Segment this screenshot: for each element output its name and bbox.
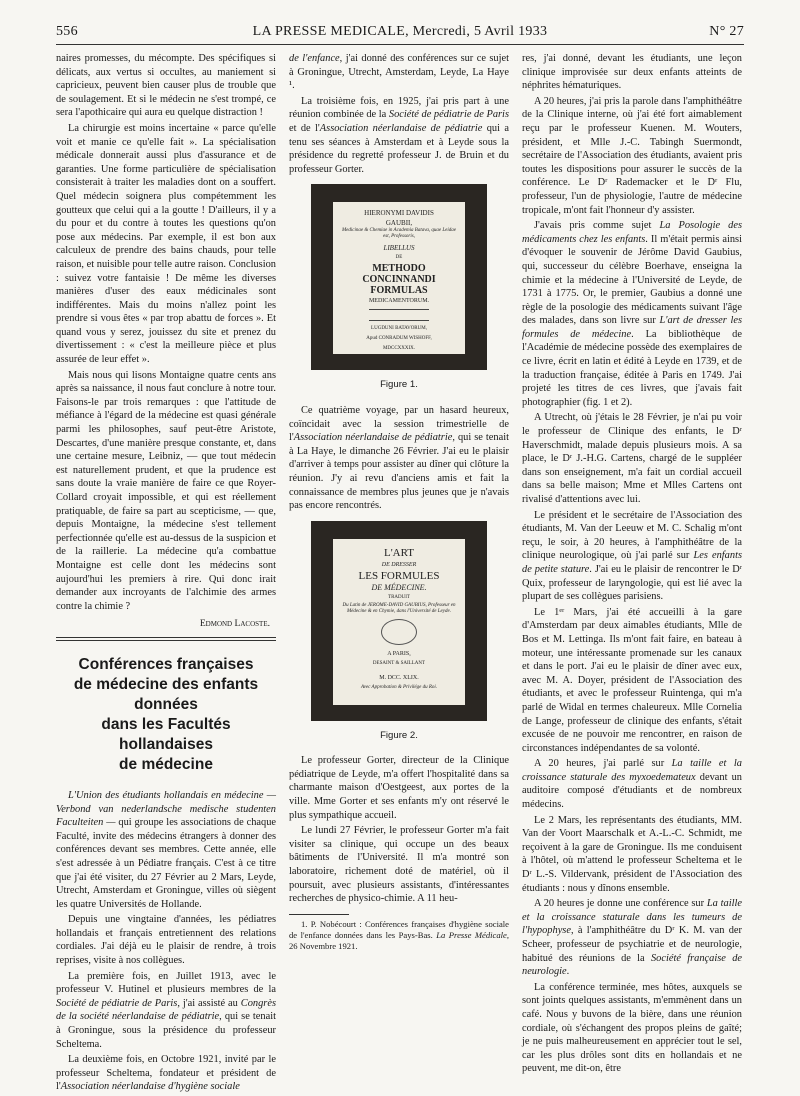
- text: , 26 Novembre 1921.: [289, 929, 510, 951]
- text: . Il m'était permis ainsi d'évoquer le souvenir de Jérôme David Gaubius, qui, successeur du célèbre Boerhave, enseigna la chimie et la médecine à l'Université de Leyde, de 1731 à 1775. Or, le premier, Gaubius a donné une règle de la posologie des médicaments suivant l'âge des malades, dans son livre sur: [522, 233, 742, 327]
- text: A 20 heures, j'ai parlé sur: [534, 758, 672, 770]
- text: . J'ai eu le plaisir de rencontrer le Dʳ Quix, professeur de laryngologie, qui est lié avec la plupart de ses collègues parisiens.: [522, 563, 743, 603]
- paragraph: Depuis une vingtaine d'années, les pédiatres hollandais et français entretiennent des relations cordiales. J'ai déjà eu le plaisir de rendre, à trois reprises, visite à nos collègues.: [56, 914, 276, 967]
- paragraph: A 20 heures, j'ai pris la parole dans l'amphithéâtre de la Clinique interne, où j'ai été fort aimablement reçu par le professeur Kuenen. M. Wouters, président, et Mlle J.-C. Tabingh Suermondt, secrétaire de l'Association des étudiants, avaient pris toutes les dispositions pour assurer le succès de la conférence. Le Dʳ Rademacker et le Dʳ Flu, professeur, l'un de physiologie, l'autre de médecine tropicale, m'ont fait l'honneur d'y assister.: [522, 95, 742, 216]
- book-line: Du Latin de JEROME-DAVID GAUBIUS, Professeur en Médecine & en Chymie, dans l'Université de Leyde.: [342, 602, 456, 614]
- book-line: DESAINT & SAILLANT: [372, 660, 426, 666]
- text: 1. P. Nobécourt : Conférences françaises d'hygiène sociale de l'enfance données dans les Pays-Bas.: [289, 918, 509, 940]
- paragraph: [289, 404, 509, 513]
- book-line: L'ART: [383, 546, 415, 559]
- figure-1-caption: Figure 1.: [380, 379, 418, 391]
- paragraph: Le 1ᵉʳ Mars, j'ai été accueilli à la gare d'Amsterdam par deux aimables étudiants, Mlle de Bos et M. Lettinga. Ils m'ont fait faire, en bateau à moteur, une intéressante promenade sur les canaux et dans le port. J'ai eu le plaisir de dîner avec eux, avec M. A. Doyer, président de l'Association des étudiants, et avec le professeur Ruintenga, qui m'a parlé de Widal en termes chaleureux. Mlle Cornelia de Lange, professeur de clinique des enfants, s'était excusée de ne pouvoir me rencontrer, en raison de circonstances indépendantes de sa volonté.: [522, 606, 742, 754]
- italic-text: Les enfants de petite stature: [522, 550, 742, 575]
- text: Le président et le secrétaire de l'Association des étudiants, M. Van der Leeuw et M. C. Schalig m'ont reçu, le soir, à 20 heures, à l'amphithéâtre de la clinique neurologique, où j'ai parlé sur: [522, 509, 742, 562]
- italic-text: Association néerlandaise de pédiatrie: [319, 122, 483, 134]
- text: .: [566, 966, 570, 978]
- italic-text: La taille et la croissance staturale dans les tumeurs de l'hypophyse: [522, 898, 742, 937]
- italic-text: La Posologie des médicaments chez les enfants: [522, 220, 743, 245]
- book-line: FORMULAS: [370, 285, 428, 297]
- italic-text: La Presse Médicale: [436, 929, 507, 940]
- column-1: [56, 52, 276, 1096]
- book-line: MEDICAMENTORUM.: [368, 298, 430, 305]
- book-line: DE: [395, 255, 403, 261]
- italic-text: Association néerlandaise d'hygiène sociale: [60, 1081, 240, 1093]
- author-signature: Edmond Lacoste.: [199, 618, 270, 630]
- text: . La bibliothèque de l'Académie de médecine possède des exemplaires de ce livre, écrit en latin et édité à Leyde en 1739, et de la traduction française, éditée à Paris en 1749. J'ai projeté les titres de ces livres, que j'avais fait photographier (fig. 1 et 2).: [522, 328, 742, 408]
- paragraph: [522, 757, 742, 811]
- book-line: LIBELLUS: [383, 244, 415, 253]
- paragraph: [289, 52, 509, 93]
- book-line: A PARIS,: [387, 650, 411, 657]
- section-divider: [56, 637, 276, 641]
- book-line: DE MÉDECINE.: [371, 582, 427, 592]
- ornament-icon: [381, 619, 417, 645]
- paragraph: La conférence terminée, mes hôtes, auxquels se sont joints quelques assistants, m'emmènent dans un café. Nous y buvons de la bière, dans une réunion cordiale, où s'échangent des propos pleins de gaîté; je ne puis malheureusement en apprécier tout le sel, car les plus drôles sont dits en hollandais et ne peuvent, me dit-on, être: [522, 981, 742, 1075]
- text: devant un auditoire composé d'étudiants et de nombreux médecins.: [522, 771, 742, 811]
- italic-text: L'art de dresser les formules de médecine: [522, 315, 742, 340]
- paragraph: Mais nous qui lisons Montaigne quatre cents ans après sa naissance, il nous faut conclure à notre tour. Faisons-le par trois remarques : que l'attitude de méfiance à l'égard de la médecine est quasi générale parmi les philosophes, sauf peut-être Aristote, Descartes, d'une manière presque constante, et, dans une certaine mesure, Leibniz, — que tout médecin est naturellement prudent, et que la prudence est sans doute la vraie manière de faire ce que Royer-Collard croyait impossible, et qui est réellement pratiquable, de faire sa part au scepticisme, — que, depuis Montaigne, la médecine s'est tellement perfectionnée qu'elle est au-dessus de la suspicion et de la raillerie. La médecine qu'a combattue Montaigne est celle dont les médecins sont aujourd'hui les premiers à rire. Qui donc irait demander aux incroyants de l'alchimie des armes contre la chimie ?: [56, 369, 276, 612]
- paragraph: naires promesses, du mécompte. Des spécifiques si délicats, aux vertus si occultes, au maniement si capricieux, peuvent bien causer plus de trouble que de soulagement. Et si le médecin ne s'est trompé, ce sera l'apothicaire qui aura eu quelque distraction !: [56, 53, 276, 119]
- text: qui groupe les associations de chaque Faculté, invite des médecins étrangers à donner des conférences devant ses membres. Cette année, elle s'est adressée à un Pédiatre français. C'est à ce titre que j'ai été visiter, du 27 Février au 2 Mars, Leyde, Utrecht, Amsterdam et Groningue, villes où siègent les quatre Universités de Hollande.: [56, 817, 277, 910]
- text: La troisième fois, en 1925, j'ai pris part à une réunion combinée de la: [289, 95, 509, 121]
- book-line: Apud CONRADUM WISHOFF,: [366, 336, 432, 342]
- title-line: dans les Facultés hollandaises: [101, 715, 231, 753]
- paragraph: [522, 509, 742, 604]
- book-line: LES FORMULES: [358, 569, 440, 582]
- book-line: GAUBII,: [385, 219, 413, 228]
- paragraph: res, j'ai donné, devant les étudiants, une leçon clinique improvisée sur deux enfants atteints de néphrites hématuriques.: [522, 53, 742, 92]
- book-title-page: [333, 202, 465, 354]
- journal-title: LA PRESSE MEDICALE, Mercredi, 5 Avril 1933: [252, 24, 548, 39]
- figure-1-image: [311, 184, 487, 370]
- text: Ce quatrième voyage, par un hasard heureux, coïncidait avec la session trimestrielle de l': [289, 404, 509, 444]
- book-title-page: [333, 539, 465, 705]
- text: La première fois, en Juillet 1913, avec le professeur V. Hutinel et plusieurs membres de la: [56, 970, 276, 996]
- footnote-divider: [289, 914, 349, 915]
- book-line: LUGDUNI BATAVORUM,: [371, 326, 427, 332]
- running-header: [56, 22, 744, 45]
- article-title: [56, 655, 276, 775]
- book-line: TRADUIT: [388, 594, 410, 600]
- paragraph: A Utrecht, où j'étais le 28 Février, je n'ai pu voir le professeur de Clinique des enfants, le Dʳ Haverschmidt, malade depuis plusieurs mois. A sa place, le Dʳ J.-H.G. Cartens, chargé de le suppléer dans son enseignement, m'a fait un cordial accueil dans sa belle maison; Mme et Mlles Cartens ont rivalisé d'attentions avec lui.: [522, 412, 742, 505]
- title-line: de médecine des enfants: [73, 675, 259, 693]
- column-2: [289, 52, 509, 954]
- italic-text: L'Union des étudiants hollandais en médecine — Verbond van nederlandsche medische studenten Faculteiten —: [56, 789, 276, 829]
- paragraph: [522, 897, 742, 979]
- text: , qui se tenait à La Haye, le dimanche 26 Février. J'ai eu le plaisir d'arriver à temps pour assister au dîner qui clôture la réunion. J'y ai revu d'anciens amis et fait la connaissance de membres plus jeunes que je n'avais pas encore rencontrés.: [289, 432, 510, 512]
- figure-2-image: [311, 521, 487, 721]
- book-line: Medicinae & Chemiae in Academia Batava, quae Leidae est, Professoris,: [341, 228, 457, 240]
- italic-text: Association néerlandaise de pédiatrie: [293, 432, 453, 444]
- text: La deuxième fois, en Octobre 1921, invité par le professeur Scheltema, fondateur et président de l': [56, 1054, 276, 1093]
- book-line: MDCCXXXIX.: [382, 346, 416, 352]
- text: , à l'amphithéâtre du Dʳ K. M. van der Scheer, professeur de psychiatrie et de neurologie, habitué des réunions de la: [522, 925, 742, 964]
- text: qui a tenu ses séances à Amsterdam et à Leyde sous la présidence du regretté professeur J. de Bruin et du professeur Gorter.: [289, 122, 509, 175]
- book-line: CONCINNANDI: [362, 274, 436, 286]
- paragraph: La chirurgie est moins incertaine « parce qu'elle voit et manie ce qu'elle fait ». La spécialisation médicale donnerait aussi plus d'assurance et de garanties. Une forme particulière de spécialisation consisterait à traiter les maladies dont on a souffert. Quel médecin soignera plus compétemment les goutteux que celui qui a la goutte ! D'ailleurs, il y a du pour et du contre à toutes les questions qu'on pose aux médecins. Par exemple, il est bon aux calculeux de prendre des bains chauds, pour telle raison, et nuisible pour telle autre raison. Conclusion : suivez votre fantaisie ! De même les diverses manières d'user des eaux médicinales sont indifférentes. Mais du moins n'allez point les prendre si vous êtes « par trop abattu de forces ». Et quand vous y serez, jouissez du site et prenez du divertissement : « c'est la meilleure pièce et plus assurée de leur effet ».: [56, 122, 276, 366]
- italic-text: de l'enfance: [289, 53, 340, 64]
- page-number: 556: [56, 24, 78, 39]
- italic-text: Société de pédiatrie de Paris: [388, 109, 509, 121]
- text: et de l': [289, 122, 320, 134]
- italic-text: Société française de neurologie: [522, 952, 742, 978]
- book-line: HIERONYMI DAVIDIS: [364, 209, 434, 218]
- paragraph: [522, 219, 742, 409]
- book-line: Avec Approbation & Privilége du Roi.: [360, 684, 438, 690]
- footnote: [289, 919, 509, 952]
- issue-number: N° 27: [709, 24, 744, 39]
- book-line: METHODO: [372, 263, 426, 275]
- title-line: données: [134, 695, 198, 713]
- paragraph: Le professeur Gorter, directeur de la Clinique pédiatrique de Leyde, m'a offert l'hospitalité dans sa charmante maison d'Oestgeest, aux portes de la ville. Mme Gorter et ses enfants m'y ont réservé le plus sympathique accueil.: [289, 755, 509, 821]
- figure-2-caption: Figure 2.: [380, 729, 418, 741]
- title-line: de médecine: [119, 755, 213, 773]
- text: , qui se tenait à Groningue, sous la présidence du professeur Scheltema.: [56, 1011, 276, 1050]
- paragraph: [56, 789, 276, 911]
- book-line: M. DCC. XLIX.: [379, 674, 419, 681]
- text: J'avais pris comme sujet: [534, 220, 660, 232]
- paragraph: [56, 1053, 276, 1094]
- italic-text: La taille et la croissance staturale des myxoedemateux: [522, 758, 742, 783]
- ornament-icon: [369, 309, 429, 321]
- paragraph: Le lundi 27 Février, le professeur Gorter m'a fait visiter sa clinique, qui occupe un des beaux bâtiments de l'Université. Il m'a montré son laboratoire, richement doté de matériel, où il poursuit, avec plusieurs assistants, d'intéressantes recherches de physico-chimie. A 11 heu-: [289, 825, 509, 905]
- paragraph: [289, 95, 509, 177]
- text: A 20 heures je donne une conférence sur: [534, 898, 707, 910]
- paragraph: [56, 970, 276, 1052]
- column-3: [522, 52, 742, 1078]
- italic-text: Congrès de la société néerlandaise de pédiatrie: [56, 997, 276, 1023]
- italic-text: Société de pédiatrie de Paris: [56, 997, 178, 1009]
- book-line: DE DRESSER: [381, 561, 417, 568]
- title-line: Conférences françaises: [78, 655, 254, 673]
- paragraph: Le 2 Mars, les représentants des étudiants, MM. Van der Voort Maarschalk et A.-L.-C. Schmidt, me reçoivent à la gare de Groningue. Ils me conduisent à l'hôtel, où m'attend le professeur Scheltema et le Dʳ L.-S. Vildervank, président de l'Association des étudiants : nous y dînons ensemble.: [522, 814, 742, 894]
- text: , j'ai assisté au: [177, 997, 241, 1009]
- text: , j'ai donné des conférences sur ce sujet à Groningue, Utrecht, Amsterdam, Leyde, La Haye ¹.: [289, 53, 509, 92]
